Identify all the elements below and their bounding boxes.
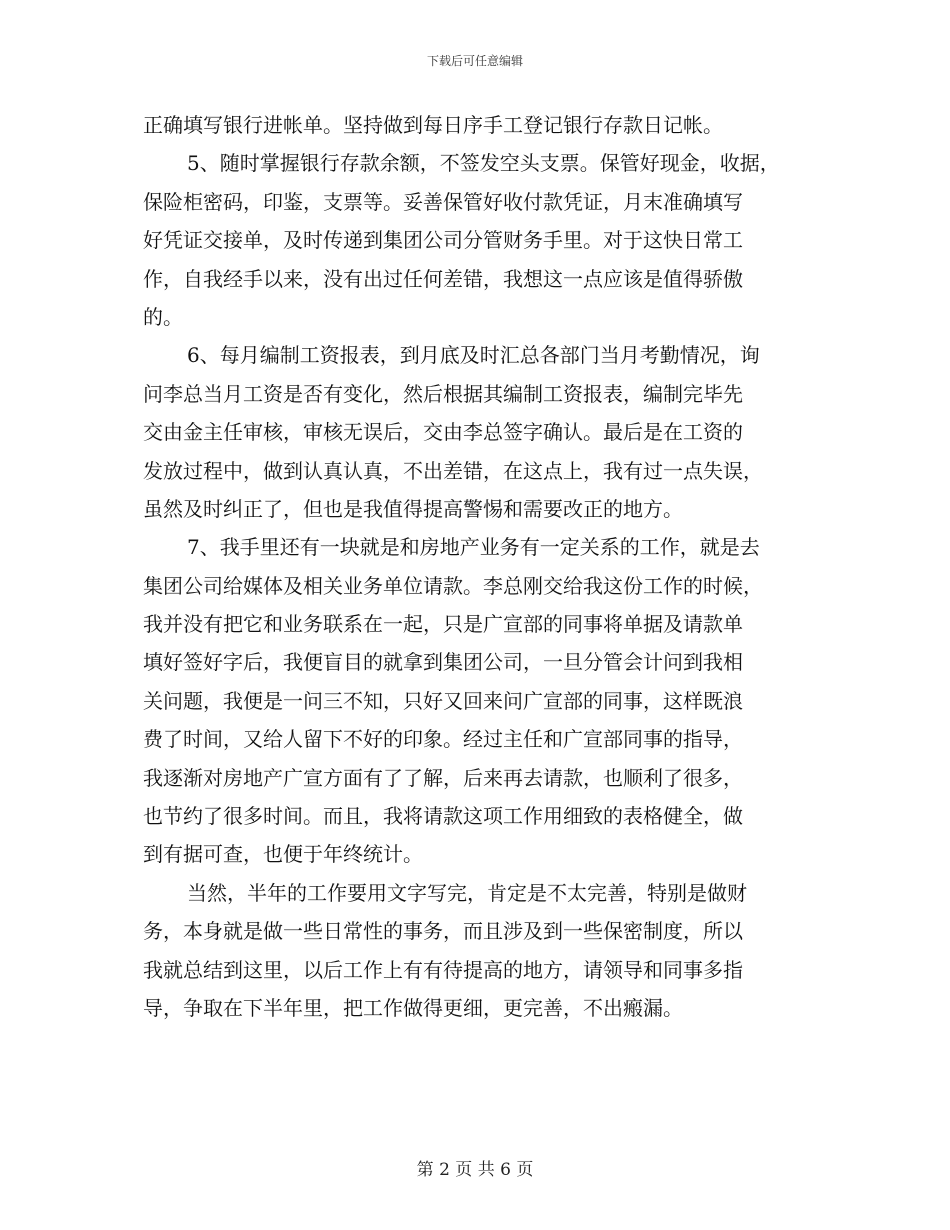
document-body [143,106,815,1027]
text-line: 7、我手里还有一块就是和房地产业务有一定关系的工作，就是去 [187,535,760,560]
text-line: 问李总当月工资是否有变化，然后根据其编制工资报表，编制完毕先 [143,381,743,406]
text-line: 我并没有把它和业务联系在一起，只是广宣部的同事将单据及请款单 [143,612,743,637]
text-line: 正确填写银行进帐单。坚持做到每日序手工登记银行存款日记帐。 [143,113,723,137]
text-line: 费了时间，又给人留下不好的印象。经过主任和广宣部同事的指导， [143,727,743,752]
text-line: 也节约了很多时间。而且，我将请款这项工作用细致的表格健全，做 [143,804,743,829]
text-line: 虽然及时纠正了，但也是我值得提高警惕和需要改正的地方。 [143,496,683,521]
text-line: 的。 [143,304,183,329]
page-number: 第 2 页 共 6 页 [416,1160,534,1180]
text-line: 填好签好字后，我便盲目的就拿到集团公司，一旦分管会计问到我相 [143,650,743,675]
text-line: 导，争取在下半年里，把工作做得更细，更完善，不出瘢漏。 [143,995,683,1020]
text-line: 务，本身就是做一些日常性的事务，而且涉及到一些保密制度，所以 [143,919,743,944]
text-line: 发放过程中，做到认真认真，不出差错，在这点上，我有过一点失误， [143,458,763,483]
text-line: 集团公司给媒体及相关业务单位请款。李总刚交给我这份工作的时候， [143,573,763,598]
text-line: 到有据可查，也便于年终统计。 [143,842,423,867]
text-line: 保险柜密码，印鉴，支票等。妥善保管好收付款凭证，月末准确填写 [143,189,743,214]
text-line: 5、随时掌握银行存款余额，不签发空头支票。保管好现金，收据， [187,151,780,176]
text-line: 作，自我经手以来，没有出过任何差错，我想这一点应该是值得骄傲 [143,266,743,291]
text-line: 交由金主任审核，审核无误后，交由李总签字确认。最后是在工资的 [143,420,743,445]
text-line: 关问题，我便是一问三不知，只好又回来问广宣部的同事，这样既浪 [143,688,743,713]
text-line: 我逐渐对房地产广宣方面有了了解，后来再去请款，也顺利了很多， [143,765,743,790]
text-line: 当然，半年的工作要用文字写完，肯定是不太完善，特别是做财 [187,880,747,905]
text-line: 好凭证交接单，及时传递到集团公司分管财务手里。对于这快日常工 [143,228,743,253]
text-line: 我就总结到这里，以后工作上有有待提高的地方，请领导和同事多指 [143,957,743,982]
page-header: 下载后可任意编辑 [426,54,523,68]
text-line: 6、每月编制工资报表，到月底及时汇总各部门当月考勤情况，询 [187,343,760,368]
